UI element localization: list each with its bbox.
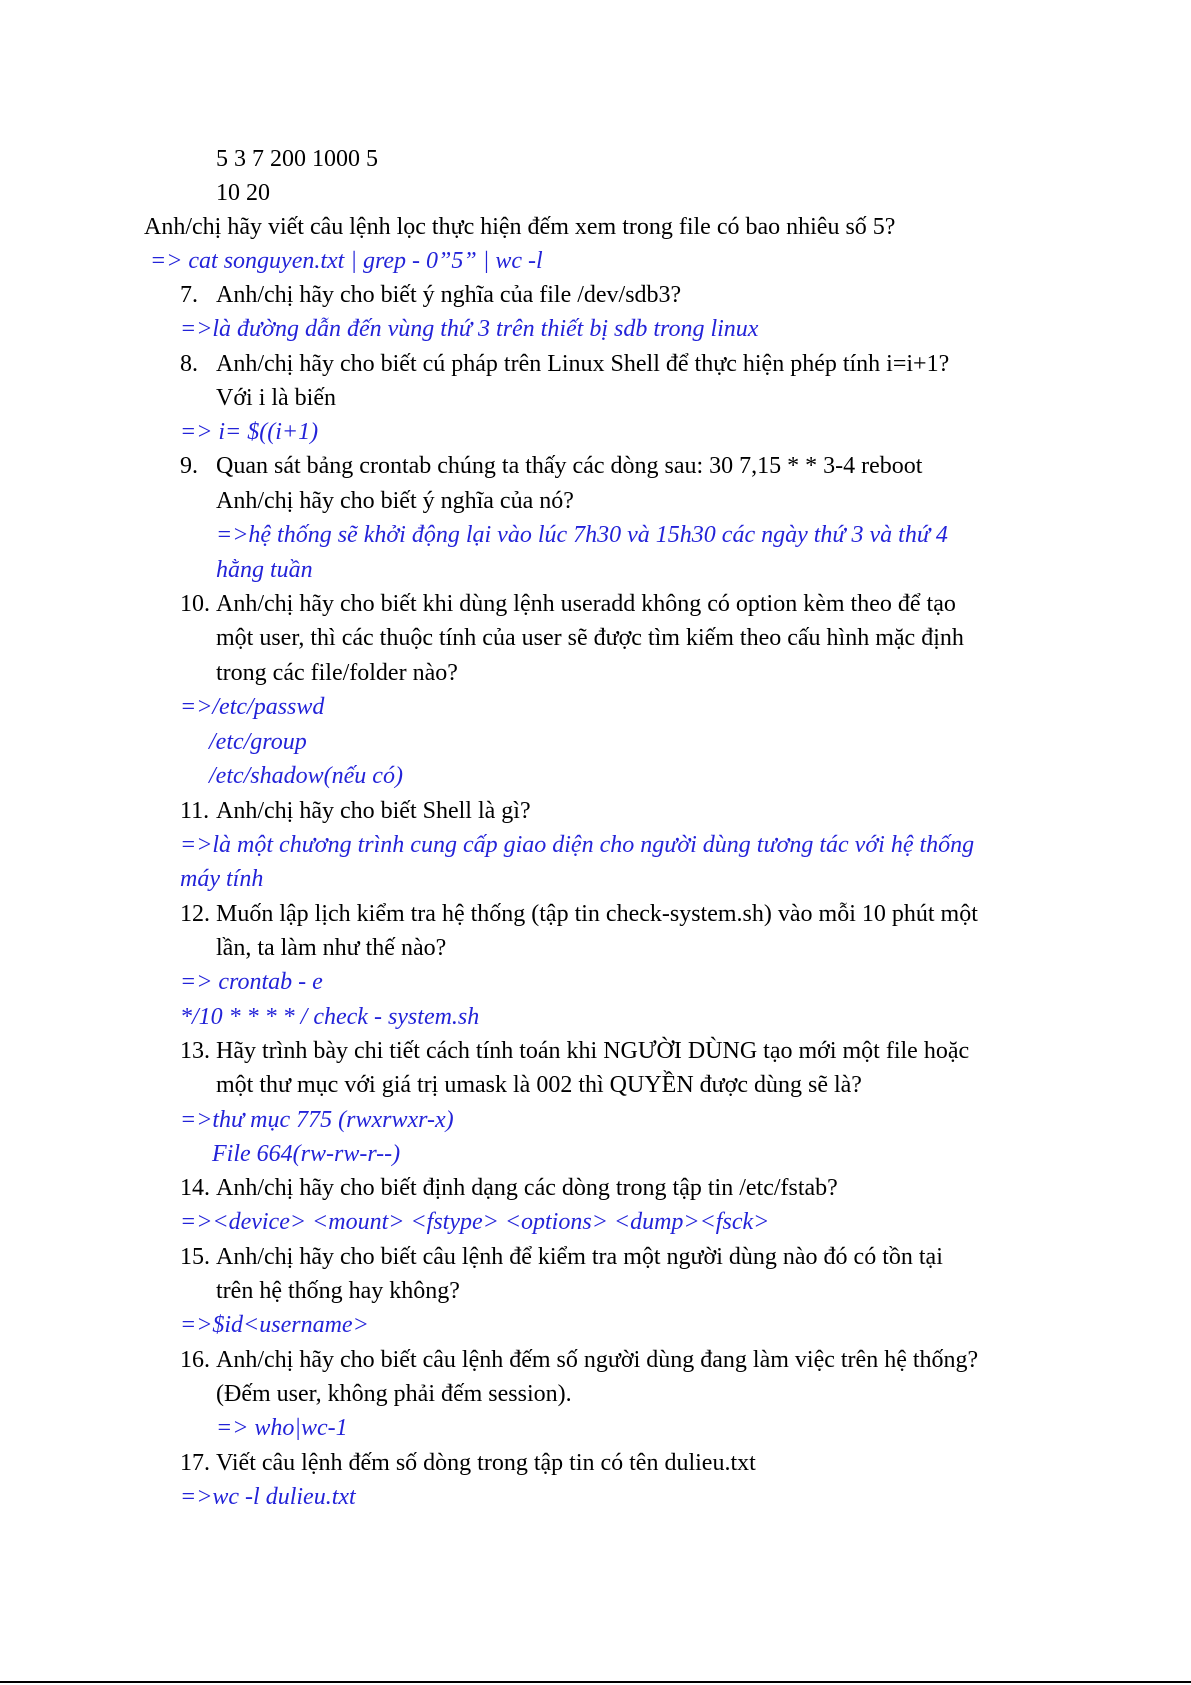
question-15-line-2: trên hệ thống hay không? [216, 1278, 460, 1304]
answer-10-line-3: /etc/shadow(nếu có) [209, 763, 403, 789]
question-9-line-2: Anh/chị hãy cho biết ý nghĩa của nó? [216, 488, 574, 514]
question-text: Anh/chị hãy cho biết cú pháp trên Linux Shell để thực hiện phép tính i=i+1? [216, 351, 950, 377]
question-8 [180, 349, 949, 379]
question-16 [180, 1345, 978, 1375]
answer-16: => who|wc-1 [216, 1415, 348, 1441]
question-text: Viết câu lệnh đếm số dòng trong tập tin có tên dulieu.txt [216, 1450, 756, 1476]
question-number: 17. [180, 1450, 210, 1476]
question-number: 14. [180, 1175, 210, 1201]
question-number: 8. [180, 351, 198, 377]
question-7 [180, 280, 681, 310]
answer-9: =>hệ thống sẽ khởi động lại vào lúc 7h30 và 15h30 các ngày thứ 3 và thứ 4 [216, 522, 948, 548]
answer-13: =>thư mục 775 (rwxrwxr-x) [180, 1107, 454, 1133]
question-15 [180, 1242, 943, 1272]
question-12 [180, 899, 978, 929]
answer-9-line-2: hằng tuần [216, 557, 313, 583]
question-9 [180, 451, 922, 481]
question-17 [180, 1448, 756, 1478]
question-11 [180, 796, 531, 826]
question-number: 16. [180, 1347, 210, 1373]
answer-11: =>là một chương trình cung cấp giao diện cho người dùng tương tác với hệ thống [180, 832, 975, 858]
answer-10-line-2: /etc/group [209, 729, 307, 755]
data-line-1: 5 3 7 200 1000 5 [216, 146, 378, 172]
question-number: 9. [180, 453, 198, 479]
question-number: 12. [180, 901, 210, 927]
question-number: 7. [180, 282, 198, 308]
intro-question: Anh/chị hãy viết câu lệnh lọc thực hiện đếm xem trong file có bao nhiêu số 5? [144, 214, 896, 240]
answer-14: =><device> <mount> <fstype> <options> <dump><fsck> [180, 1209, 770, 1235]
answer-7: =>là đường dẫn đến vùng thứ 3 trên thiết bị sdb trong linux [180, 316, 759, 342]
answer-10: =>/etc/passwd [180, 694, 325, 720]
question-8-line-2: Với i là biến [216, 385, 336, 411]
data-line-2: 10 20 [216, 180, 270, 206]
question-text: Hãy trình bày chi tiết cách tính toán khi NGƯỜI DÙNG tạo mới một file hoặc [216, 1038, 970, 1064]
question-text: Quan sát bảng crontab chúng ta thấy các dòng sau: 30 7,15 * * 3-4 reboot [216, 453, 923, 479]
question-number: 15. [180, 1244, 210, 1270]
question-10 [180, 589, 956, 619]
question-text: Anh/chị hãy cho biết câu lệnh để kiểm tra một người dùng nào đó có tồn tại [216, 1244, 943, 1270]
answer-17: =>wc -l dulieu.txt [180, 1484, 356, 1510]
question-12-line-2: lần, ta làm như thế nào? [216, 935, 447, 961]
question-number: 10. [180, 591, 210, 617]
question-10-line-2: một user, thì các thuộc tính của user sẽ được tìm kiếm theo cấu hình mặc định [216, 625, 964, 651]
question-text: Anh/chị hãy cho biết câu lệnh đếm số người dùng đang làm việc trên hệ thống? [216, 1347, 979, 1373]
answer-15: =>$id<username> [180, 1312, 369, 1338]
question-text: Anh/chị hãy cho biết định dạng các dòng trong tập tin /etc/fstab? [216, 1175, 838, 1201]
question-number: 11. [180, 798, 210, 824]
page-bottom-rule [0, 1681, 1191, 1683]
answer-11-line-2: máy tính [180, 866, 264, 892]
answer-13-line-2: File 664(rw-rw-r--) [212, 1141, 401, 1167]
question-13 [180, 1036, 969, 1066]
answer-12: => crontab - e [180, 969, 323, 995]
question-number: 13. [180, 1038, 210, 1064]
answer-8: => i= $((i+1) [180, 419, 319, 445]
question-text: Anh/chị hãy cho biết Shell là gì? [216, 798, 531, 824]
question-16-line-2: (Đếm user, không phải đếm session). [216, 1381, 572, 1407]
question-text: Anh/chị hãy cho biết ý nghĩa của file /dev/sdb3? [216, 282, 682, 308]
intro-answer: => cat songuyen.txt | grep - 0”5” | wc -l [150, 248, 543, 274]
question-text: Anh/chị hãy cho biết khi dùng lệnh useradd không có option kèm theo để tạo [216, 591, 956, 617]
question-13-line-2: một thư mục với giá trị umask là 002 thì QUYỀN được dùng sẽ là? [216, 1072, 862, 1098]
question-text: Muốn lập lịch kiểm tra hệ thống (tập tin check-system.sh) vào mỗi 10 phút một [216, 901, 978, 927]
answer-12-line-2: */10 * * * * / check - system.sh [180, 1004, 480, 1030]
question-14 [180, 1173, 838, 1203]
question-10-line-3: trong các file/folder nào? [216, 660, 458, 686]
